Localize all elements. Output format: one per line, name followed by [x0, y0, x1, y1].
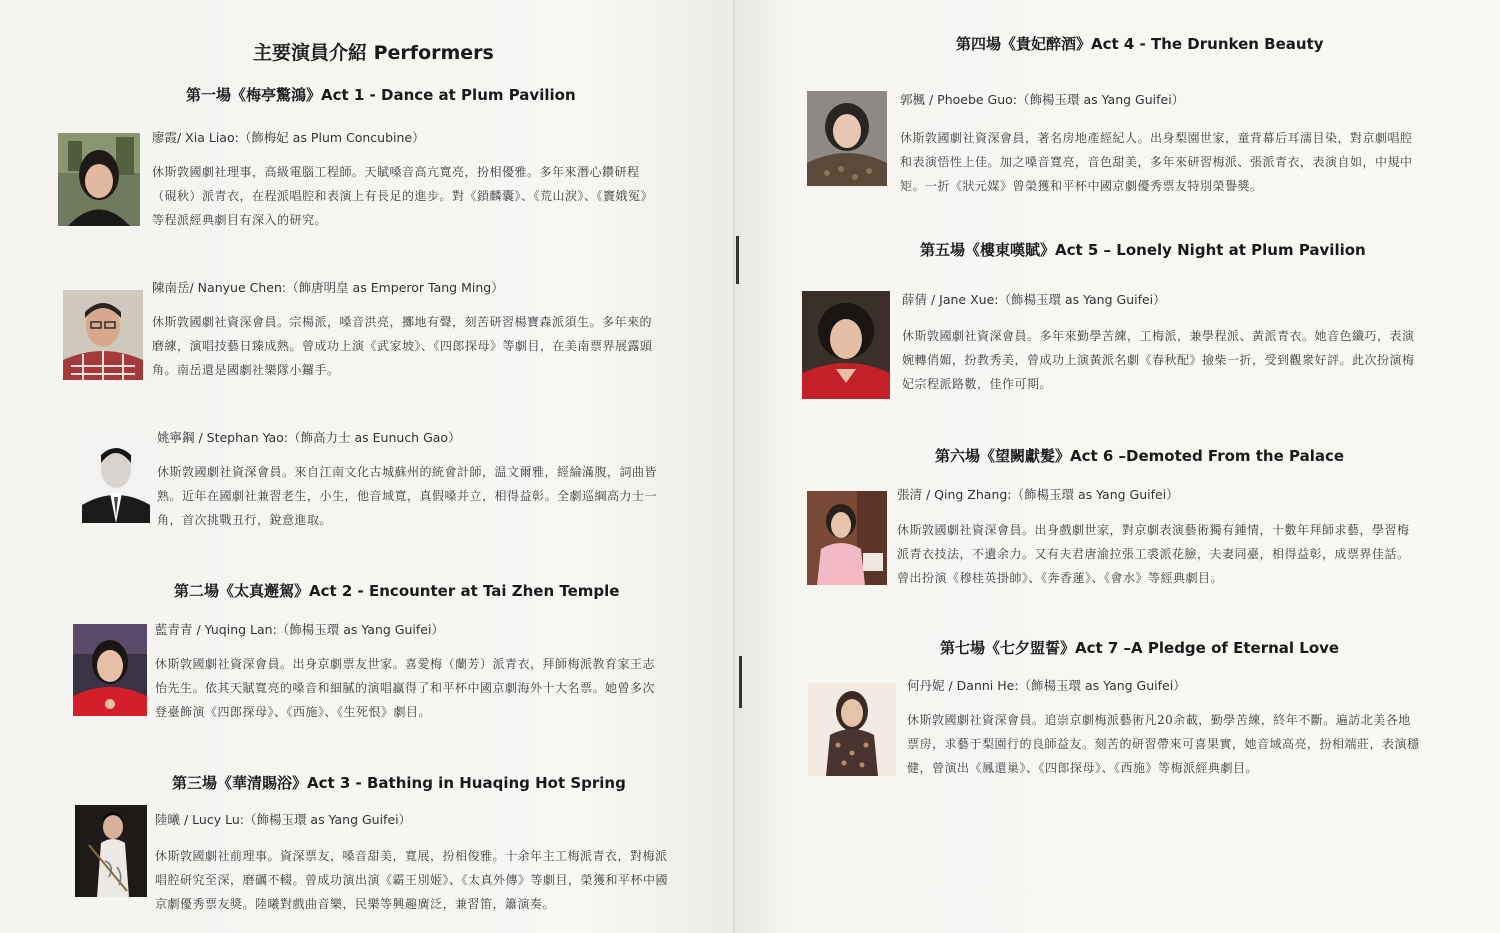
performer-photo-yuqing-lan [73, 624, 147, 716]
performer-name-xia-liao: 廖霞/ Xia Liao:（飾梅妃 as Plum Concubine） [152, 130, 425, 145]
act-7-title: 第七場《七夕盟誓》Act 7 –A Pledge of Eternal Love [940, 639, 1340, 657]
performer-name-phoebe-guo: 郭楓 / Phoebe Guo:（飾楊玉環 as Yang Guifei） [900, 92, 1185, 107]
performer-name-danni-he: 何丹妮 / Danni He:（飾楊玉環 as Yang Guifei） [907, 678, 1186, 693]
page-title: 主要演員介紹 Performers [253, 42, 494, 64]
performer-bio-nanyue-chen: 休斯敦國劇社資深會員。宗楊派，嗓音洪亮，擲地有聲，刻苦研習楊寶森派須生。多年來的磨練，演唱技藝日臻成熟。曾成功上演《武家坡》、《四郎探母》等劇目，在美南票界展露頭角。南岳還是國劇社樂隊小鑼手。 [152, 315, 653, 377]
performer-name-qing-zhang: 張清 / Qing Zhang:（飾楊玉環 as Yang Guifei） [897, 487, 1179, 502]
performer-name-jane-xue: 薛倩 / Jane Xue:（飾楊玉環 as Yang Guifei） [902, 292, 1166, 307]
performer-photo-jane-xue [802, 291, 890, 399]
performer-photo-danni-he [808, 683, 896, 776]
performer-photo-xia-liao [58, 133, 140, 226]
performer-name-lucy-lu: 陸曦 / Lucy Lu:（飾楊玉環 as Yang Guifei） [155, 812, 412, 827]
performer-photo-nanyue-chen [63, 290, 143, 380]
act-6-title: 第六場《望闕獻髮》Act 6 –Demoted From the Palace [935, 447, 1345, 465]
performer-bio-xia-liao: 休斯敦國劇社理事，高級電腦工程師。天賦嗓音高亢寬亮，扮相優雅。多年來潛心鑽研程（硯秋）派青衣，在程派唱腔和表演上有長足的進步。對《鎖麟囊》、《荒山淚》、《竇娥冤》等程派經典劇目有深入的研究。 [152, 165, 654, 227]
binding-mark-bottom [739, 656, 742, 708]
act-3-title: 第三場《華清賜浴》Act 3 - Bathing in Huaqing Hot Spring [172, 774, 626, 792]
performer-photo-qing-zhang [807, 491, 887, 585]
performer-name-nanyue-chen: 陳南岳/ Nanyue Chen:（飾唐明皇 as Emperor Tang Ming） [152, 280, 504, 295]
performer-bio-stephan-yao: 休斯敦國劇社資深會員。來自江南文化古城蘇州的統會計師，温文爾雅，經綸滿腹，詞曲皆熟。近年在國劇社兼習老生，小生，他音域寬，真假嗓并立，相得益彰。全劇巡綱高力士一角，首次挑戰丑行，銳意進取。 [157, 465, 658, 527]
performer-name-yuqing-lan: 藍青青 / Yuqing Lan:（飾楊玉環 as Yang Guifei） [155, 622, 444, 637]
act-4-title: 第四場《貴妃醉酒》Act 4 - The Drunken Beauty [956, 35, 1324, 53]
act-1-title: 第一場《梅亭驚鴻》Act 1 - Dance at Plum Pavilion [186, 86, 576, 104]
performer-bio-phoebe-guo: 休斯敦國劇社資深會員，著名房地產經紀人。出身梨園世家，童背幕后耳濡目染，對京劇唱腔和表演悟性上佳。加之嗓音寬亮，音色甜美，多年來研習梅派、張派青衣，表演自如，中規中矩。一折《狀元媒》曾榮獲和平杯中國京劇優秀票友特別榮譽獎。 [900, 131, 1413, 193]
performer-bio-qing-zhang: 休斯敦國劇社資深會員。出身戲劇世家，對京劇表演藝術獨有鍾情，十數年拜師求藝，學習梅派青衣技法，不遺余力。又有夫君唐渝拉張工裘派花臉，夫妻同臺，相得益彰，成票界佳話。曾出扮演《穆桂英掛帥》、《奔香蓮》、《會水》等經典劇目。 [897, 523, 1410, 585]
binding-mark-top [736, 236, 739, 284]
performer-bio-lucy-lu: 休斯敦國劇社前理事。資深票友，嗓音甜美，寬展，扮相俊雅。十余年主工梅派青衣，對梅派唱腔研究至深，磨礪不輟。曾成功演出演《霸王別姬》、《太真外傳》等劇目，榮獲和平杯中國京劇優秀票友獎。陸曦對戲曲音樂，民樂等興趣廣泛，兼習笛，簫演奏。 [155, 849, 669, 911]
performer-name-stephan-yao: 姚寧鋼 / Stephan Yao:（飾高力士 as Eunuch Gao） [157, 430, 461, 445]
right-page [735, 0, 1500, 933]
act-5-title: 第五場《樓東嘆賦》Act 5 – Lonely Night at Plum Pavilion [920, 241, 1366, 259]
performer-bio-danni-he: 休斯敦國劇社資深會員。追崇京劇梅派藝術凡20余載，勤學苦練，終年不斷。遍訪北美各地票房，求藝于梨園行的良師益友。刻苦的研習帶來可喜果實，她音域高亮，扮相端莊，表演穩健，曾演出《鳳還巢》、《四郎探母》、《西施》等梅派經典劇目。 [907, 713, 1420, 775]
act-2-title: 第二場《太真邂駕》Act 2 - Encounter at Tai Zhen Temple [174, 582, 620, 600]
left-page [0, 0, 735, 933]
performer-bio-yuqing-lan: 休斯敦國劇社資深會員。出身京劇票友世家。喜愛梅（蘭芳）派青衣，拜師梅派教育家王志怡先生。依其天賦寬亮的嗓音和細膩的演唱贏得了和平杯中國京劇海外十大名票。她曾多次登臺飾演《四郎探母》、《西施》、《生死恨》劇目。 [155, 657, 656, 719]
performer-photo-lucy-lu [75, 805, 147, 897]
performer-photo-stephan-yao [82, 435, 150, 523]
performer-bio-jane-xue: 休斯敦國劇社資深會員。多年來勤學苦練，工梅派，兼學程派、黃派青衣。她音色纖巧，表演婉轉俏媚，扮教秀美，曾成功上演黃派名劇《春秋配》撿柴一折，受到觀衆好評。此次扮演梅妃宗程派路數，佳作可期。 [902, 329, 1415, 391]
performer-photo-phoebe-guo [807, 91, 887, 186]
